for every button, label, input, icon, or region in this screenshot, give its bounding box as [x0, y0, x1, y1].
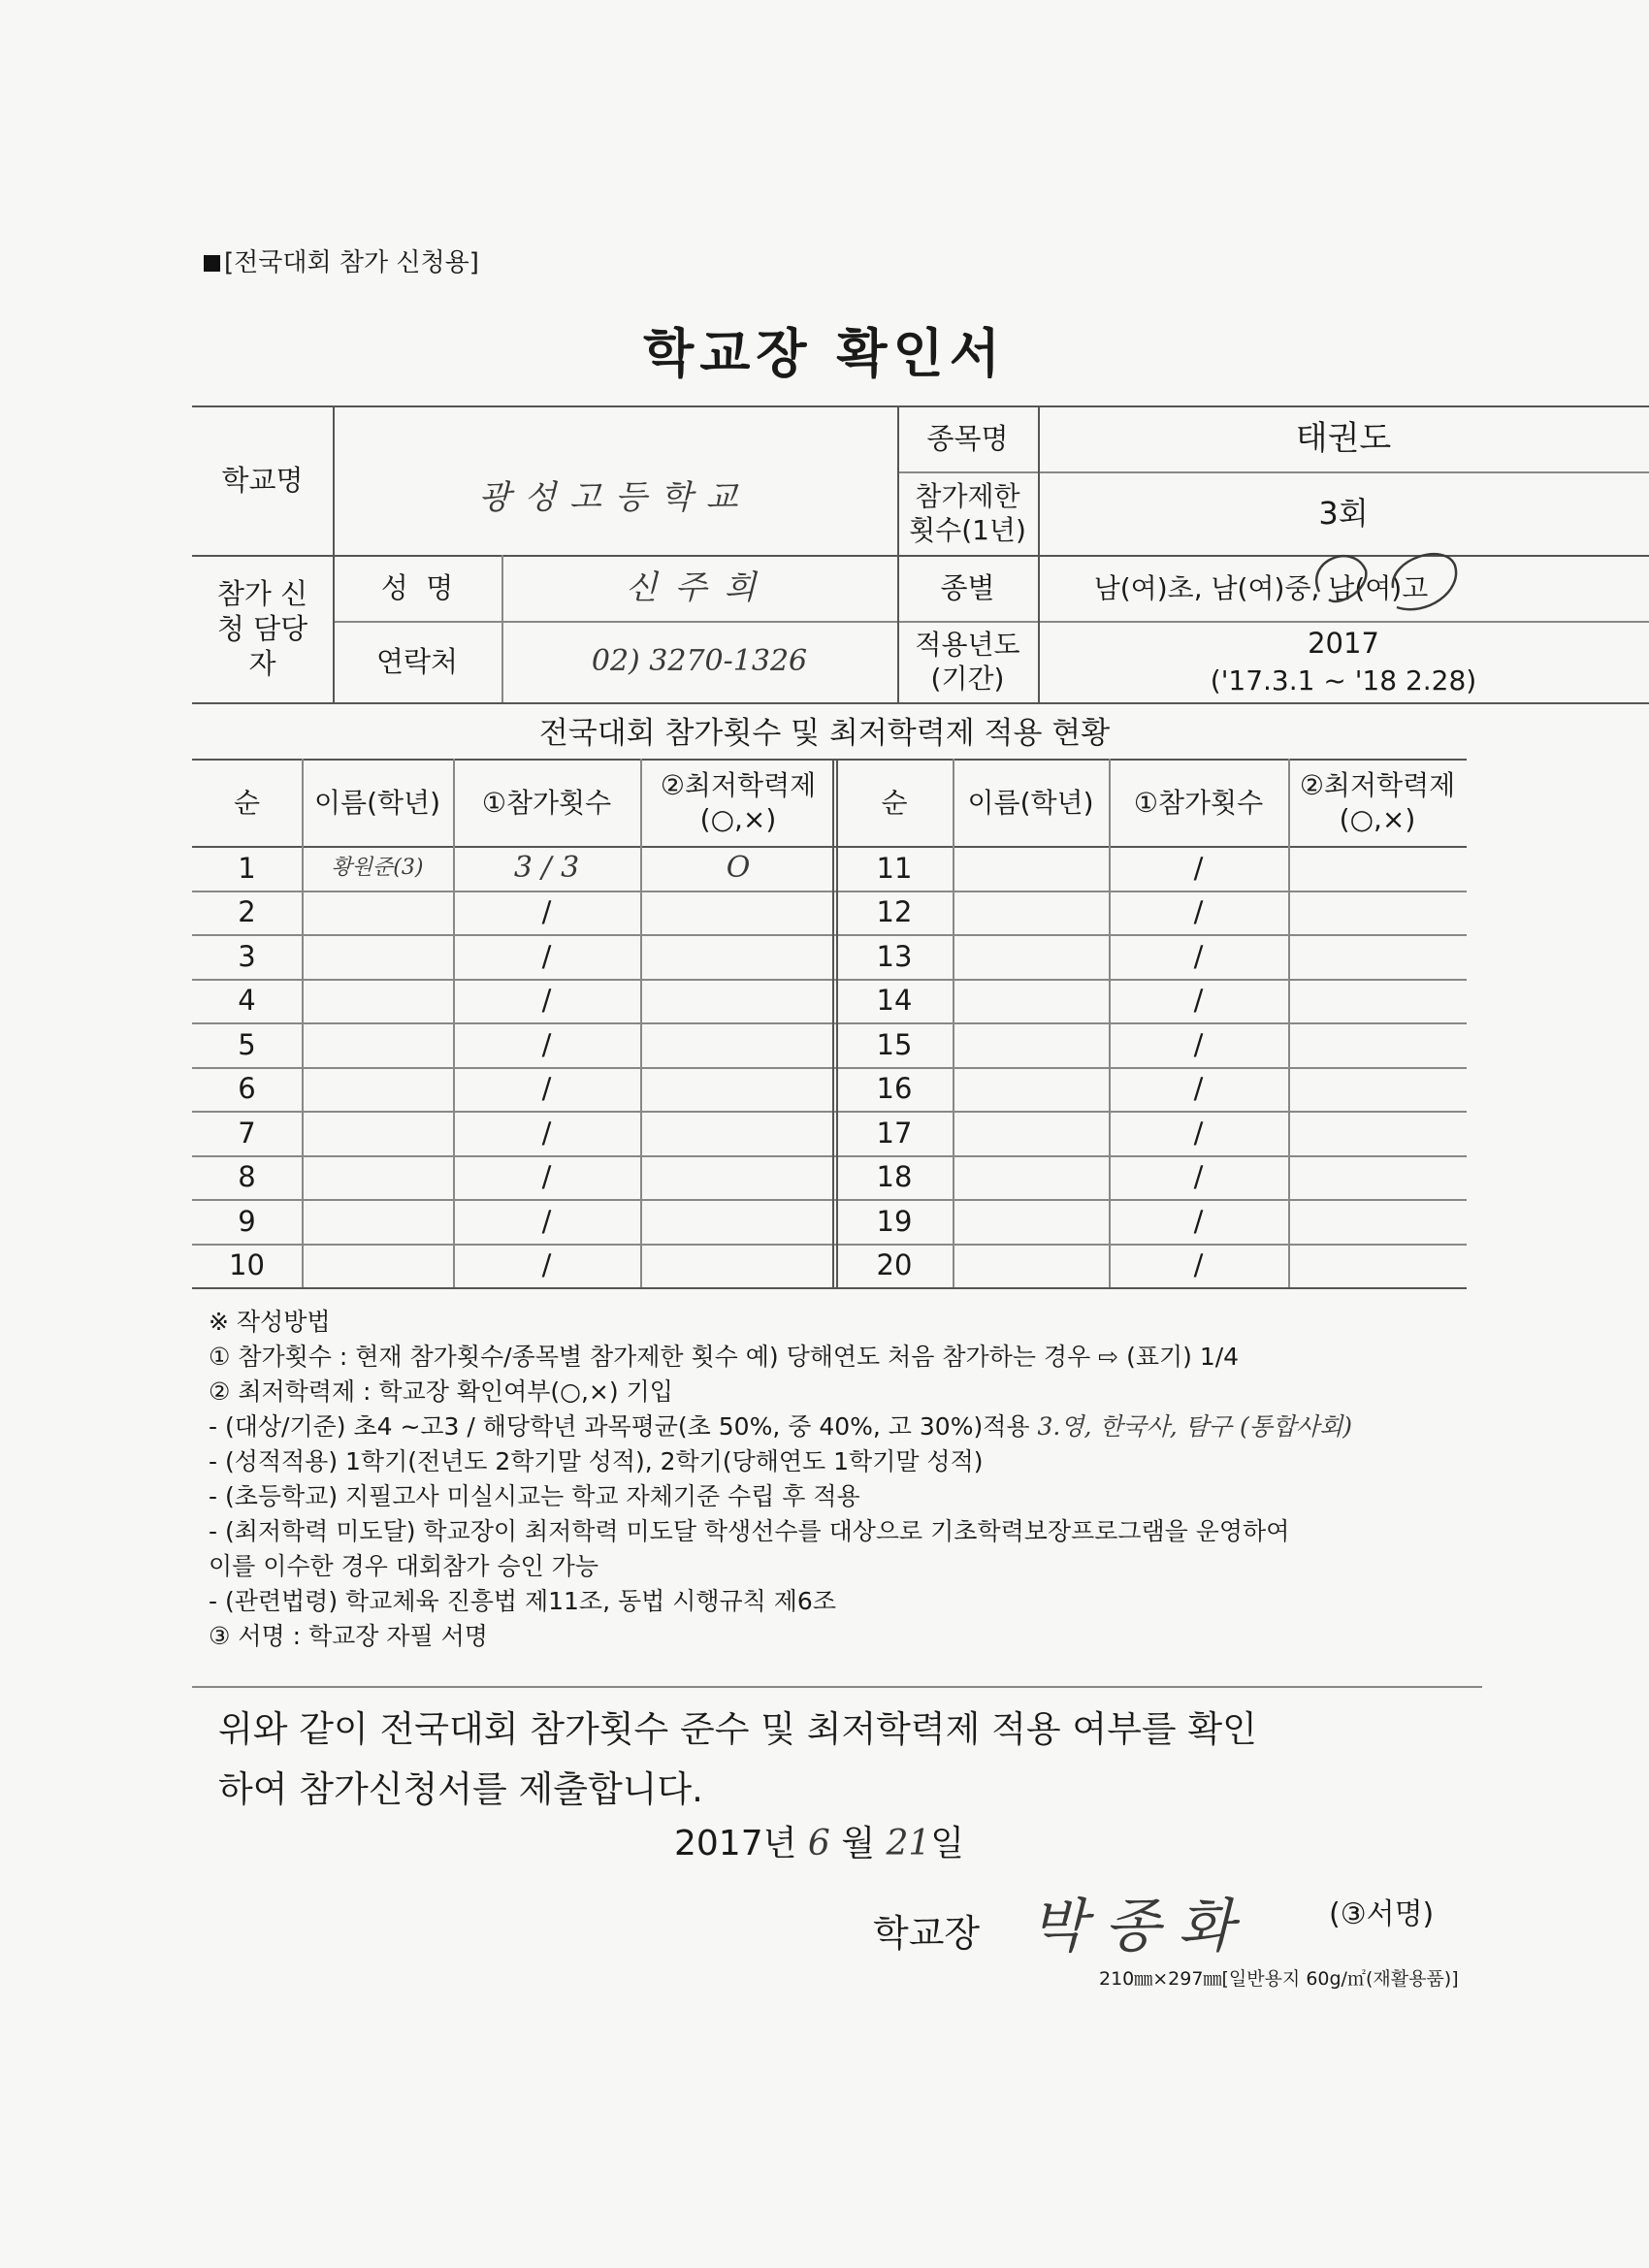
row-count-cell: 3 / 3 — [513, 851, 580, 885]
closing-statement: 위와 같이 전국대회 참가횟수 준수 및 최저학력제 적용 여부를 확인 하여 참가신청서를 제출합니다. — [218, 1708, 1257, 1810]
row-number: 15 — [876, 1027, 913, 1061]
row-min-grade-cell — [1288, 1199, 1467, 1244]
row-min-grade-cell — [1288, 979, 1467, 1023]
row-name-cell — [953, 1067, 1109, 1112]
row-min-grade-cell — [640, 1199, 836, 1244]
row-count-cell: / — [541, 984, 552, 1018]
row-min-grade-cell — [640, 1155, 836, 1200]
row-name-cell — [302, 891, 453, 935]
event-value: 태권도 — [1295, 418, 1392, 458]
row-name-cell — [953, 1244, 1109, 1288]
row-count-cell: / — [1193, 1116, 1204, 1150]
row-number: 5 — [238, 1027, 256, 1061]
row-min-grade-cell — [1288, 1111, 1467, 1155]
instructions — [209, 1305, 1352, 1654]
row-min-grade-cell — [640, 1067, 836, 1112]
row-min-grade-cell — [1288, 846, 1467, 891]
row-name-cell — [302, 934, 453, 979]
row-min-grade-cell — [1288, 891, 1467, 935]
event-label: 종목명 — [926, 421, 1009, 455]
row-count-cell: / — [541, 1160, 552, 1194]
handwritten-note: 3.영, 한국사, 탐구 (통합사회) — [1037, 1412, 1353, 1441]
row-number: 3 — [238, 939, 256, 973]
circle-mark-icon — [1300, 532, 1474, 629]
row-number: 11 — [876, 851, 913, 885]
row-count-cell: / — [1193, 1072, 1204, 1106]
row-name-cell — [302, 1155, 453, 1200]
row-name-cell — [302, 1111, 453, 1155]
row-count-cell: / — [541, 1027, 552, 1061]
year-label: 적용년도 (기간) — [915, 629, 1020, 695]
header-name: 이름(학년) — [313, 786, 441, 819]
row-number: 4 — [238, 984, 256, 1018]
row-min-grade-cell — [640, 891, 836, 935]
row-number: 7 — [238, 1116, 256, 1150]
row-count-cell: / — [1193, 939, 1204, 973]
row-count-cell: / — [1193, 1204, 1204, 1238]
row-number: 9 — [238, 1204, 256, 1238]
row-min-grade-cell — [1288, 1244, 1467, 1288]
header-no: 순 — [881, 786, 908, 819]
principal-line: 학교장 박종화 — [873, 1893, 1252, 1960]
year-period: ('17.3.1 ~ '18 2.28) — [1210, 664, 1477, 697]
row-number: 17 — [876, 1116, 913, 1150]
limit-label: 참가제한 횟수(1년) — [909, 480, 1026, 546]
instruction-line: ① 참가횟수 : 현재 참가횟수/종목별 참가제한 횟수 예) 당해연도 처음 참가하는 경우 ⇨ (표기) 1/4 — [209, 1343, 1240, 1371]
row-min-grade-cell — [640, 1111, 836, 1155]
row-min-grade-cell — [1288, 1155, 1467, 1200]
school-name-value: 광성고등학교 — [478, 477, 752, 517]
row-count-cell: / — [1193, 984, 1204, 1018]
header-name: 이름(학년) — [967, 786, 1094, 819]
paper-spec-footer: 210㎜×297㎜[일반용지 60g/㎡(재활용품)] — [1099, 1968, 1459, 1990]
row-count-cell: / — [541, 939, 552, 973]
row-number: 16 — [876, 1072, 913, 1106]
header-count: ①참가횟수 — [481, 786, 612, 819]
instruction-line: - (성적적용) 1학기(전년도 2학기말 성적), 2학기(당해연도 1학기말 성적) — [209, 1447, 984, 1475]
row-count-cell: / — [1193, 851, 1204, 885]
row-min-grade-cell — [640, 934, 836, 979]
header-count: ①참가횟수 — [1133, 786, 1264, 819]
row-number: 20 — [876, 1248, 913, 1282]
header-no: 순 — [233, 786, 261, 819]
row-name-cell — [953, 979, 1109, 1023]
school-name-label: 학교명 — [221, 463, 304, 497]
row-number: 14 — [876, 984, 913, 1018]
instruction-line: - (초등학교) 지필고사 미실시교는 학교 자체기준 수립 후 적용 — [209, 1482, 860, 1510]
row-min-grade-cell — [640, 979, 836, 1023]
name-label: 성 명 — [380, 570, 454, 604]
instruction-line: - (대상/기준) 초4 ~고3 / 해당학년 과목평균(초 50%, 중 40%, 고 30%)적용 3.영, 한국사, 탐구 (통합사회) — [209, 1412, 1353, 1441]
row-name-cell — [302, 1067, 453, 1112]
row-count-cell: / — [1193, 895, 1204, 929]
row-number: 2 — [238, 895, 256, 929]
row-name-cell — [953, 1022, 1109, 1067]
signature-marker: (③서명) — [1329, 1897, 1435, 1931]
applicant-label: 참가 신청 담당자 — [216, 576, 308, 681]
row-name-cell — [953, 934, 1109, 979]
row-count-cell: / — [1193, 1248, 1204, 1282]
name-value: 신주희 — [625, 567, 774, 607]
row-count-cell: / — [541, 1204, 552, 1238]
header-min-grade: ②최저학력제 (○,×) — [660, 769, 817, 835]
row-count-cell: / — [541, 1116, 552, 1150]
row-number: 1 — [238, 851, 256, 885]
row-min-grade-cell — [640, 1244, 836, 1288]
instruction-line: ② 최저학력제 : 학교장 확인여부(○,×) 기입 — [209, 1377, 673, 1406]
row-name-cell — [953, 891, 1109, 935]
row-count-cell: / — [541, 895, 552, 929]
row-number: 8 — [238, 1160, 256, 1194]
row-min-grade-cell — [640, 1022, 836, 1067]
row-min-grade-cell: O — [726, 851, 751, 885]
row-name-cell — [302, 979, 453, 1023]
contact-label: 연락처 — [375, 644, 459, 678]
principal-signature: 박종화 — [1030, 1893, 1252, 1960]
row-number: 12 — [876, 895, 913, 929]
row-min-grade-cell — [1288, 1067, 1467, 1112]
header-min-grade: ②최저학력제 (○,×) — [1299, 769, 1456, 835]
row-name-cell — [953, 1111, 1109, 1155]
instruction-line: - (최저학력 미도달) 학교장이 최저학력 미도달 학생선수를 대상으로 기초학력보장프로그램을 운영하여 — [209, 1517, 1290, 1545]
row-name-cell — [302, 1244, 453, 1288]
row-count-cell: / — [541, 1072, 552, 1106]
row-name-cell: 황원준(3) — [331, 856, 424, 880]
instruction-line: - (관련법령) 학교체육 진흥법 제11조, 동법 시행규칙 제6조 — [209, 1587, 836, 1615]
date-line: 2017년 6 월 21일 — [674, 1824, 965, 1863]
row-name-cell — [953, 846, 1109, 891]
limit-value: 3회 — [1318, 495, 1369, 532]
row-number: 13 — [876, 939, 913, 973]
contact-value: 02) 3270-1326 — [591, 644, 808, 679]
row-count-cell: / — [1193, 1027, 1204, 1061]
row-count-cell: / — [1193, 1160, 1204, 1194]
row-number: 10 — [229, 1248, 265, 1282]
row-min-grade-cell — [1288, 934, 1467, 979]
instruction-line: ③ 서명 : 학교장 자필 서명 — [209, 1622, 488, 1650]
row-min-grade-cell — [1288, 1022, 1467, 1067]
instruction-line: 이를 이수한 경우 대회참가 승인 가능 — [209, 1552, 598, 1580]
square-bullet-icon — [204, 255, 220, 272]
instruction-line: ※ 작성방법 — [209, 1308, 331, 1336]
category-value: 남(여)초, 남(여)중, 남(여)고 — [1093, 571, 1429, 604]
row-number: 18 — [876, 1160, 913, 1194]
category-label: 종별 — [940, 570, 995, 604]
row-count-cell: / — [541, 1248, 552, 1282]
document-type-label: [전국대회 참가 신청용] — [204, 243, 479, 278]
row-name-cell — [302, 1199, 453, 1244]
row-name-cell — [953, 1199, 1109, 1244]
row-number: 6 — [238, 1072, 256, 1106]
row-name-cell — [302, 1022, 453, 1067]
row-name-cell — [953, 1155, 1109, 1200]
section-title: 전국대회 참가횟수 및 최저학력제 적용 현황 — [538, 716, 1111, 751]
page-title: 학교장 확인서 — [643, 323, 1006, 384]
row-number: 19 — [876, 1204, 913, 1238]
year-value: 2017 — [1308, 626, 1379, 660]
